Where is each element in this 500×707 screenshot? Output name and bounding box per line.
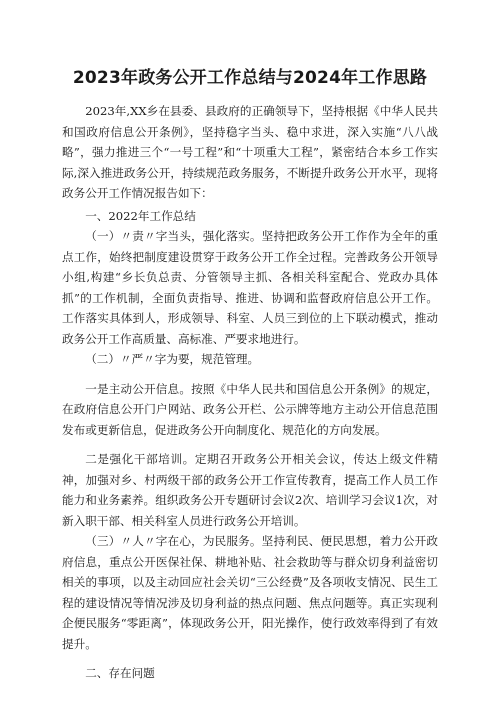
paragraph-public-info: 一是主动公开信息。按照《中华人民共和国信息公开条例》的规定，在政府信息公开门户网站、政务公开栏、公示牌等地方主动公开信息范围发布或更新信息，促进政务公开向制度化、规范化的方向发展。	[62, 381, 438, 437]
section-heading-problems: 二、存在问题	[85, 666, 155, 680]
paragraph-responsibility: （一）〃责〃字当头，强化落实。坚持把政务公开工作作为全年的重点工作，始终把制度建设贯穿于政务公开工作全过程。完善政务公开领导小组,构建“乡长负总责、分管领导主抓、各相关科室配合、党政办具体抓”的工作机制，全面负责指导、推进、协调和监督政府信息公开工作。工作落实具体到人，形成领导、科室、人员三到位的上下联动模式，推动政务公开工作高质量、高标准、严要求地进行。	[62, 229, 438, 346]
paragraph-service: （三）〃人〃字在心，为民服务。坚持利民、便民思想，着力公开政府信息，重点公开医保社保、耕地补贴、社会救助等与群众切身利益密切相关的事项，以及主动回应社会关切“三公经费”及各项收支情况、民生工程的建设情况等情况涉及切身利益的热点问题、焦点问题等。真正实现利企便民服务“零距离”，体现政务公开，阳光操作，使行政效率得到了有效提升。	[62, 534, 438, 651]
section-heading-summary: 一、2022年工作总结	[85, 208, 196, 223]
document-title: 2023年政务公开工作总结与2024年工作思路	[72, 68, 428, 88]
subheading-strict: （二）〃严〃字为要，规范管理。	[85, 352, 260, 366]
intro-paragraph: 2023年,XX乡在县委、县政府的正确领导下，坚持根据《中华人民共和国政府信息公开条例》，坚持稳字当头、稳中求进，深入实施“八八战略”，强力推进三个“一号工程”和“十项重大工程”，紧密结合本乡工作实际,深入推进政务公开，持续规范政务服务，不断提升政务公开水平，现将政务公开工作情况报告如下：	[62, 104, 438, 200]
paragraph-training: 二是强化干部培训。定期召开政务公开相关会议，传达上级文件精神，加强对乡、村两级干部的政务公开工作宣传教育，提高工作人员工作能力和业务素养。组织政务公开专题研讨会议2次、培训学习会议1次，对新入职干部、相关科室人员进行政务公开培训。	[62, 452, 438, 528]
